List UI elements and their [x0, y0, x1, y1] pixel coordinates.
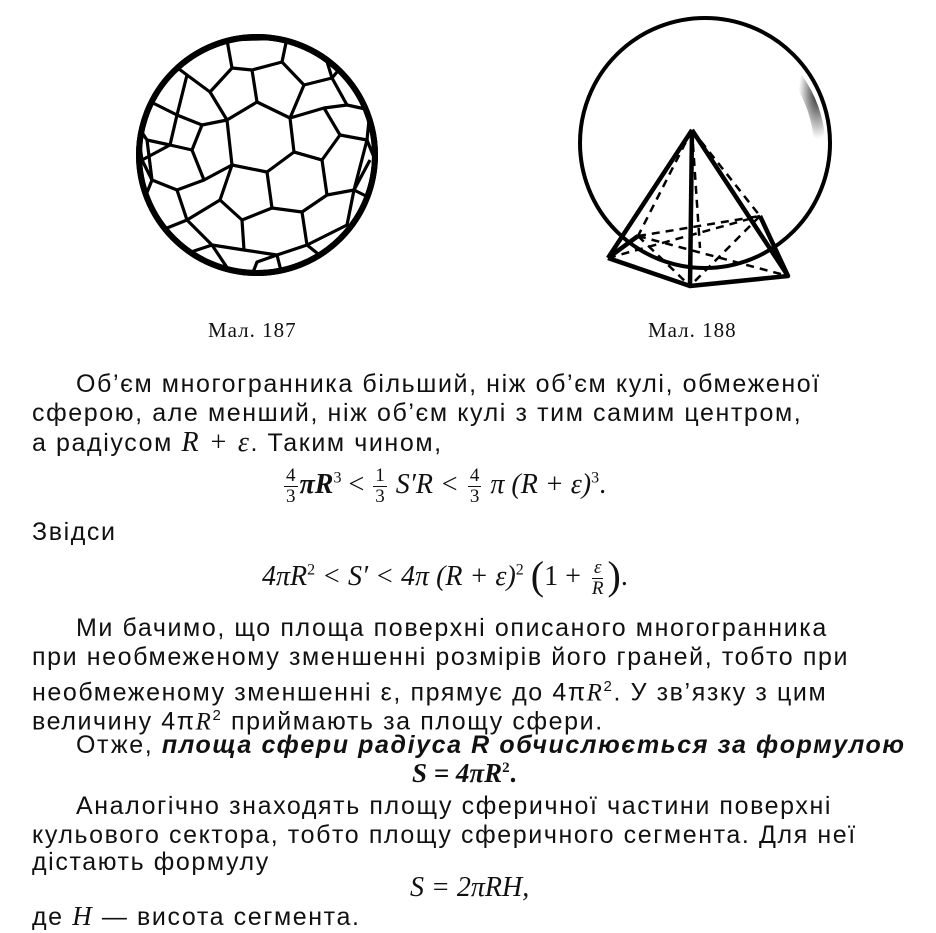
paragraph-3-line-1: Отже, площа сфери радіуса R обчислюється за формулою: [76, 731, 906, 759]
paragraph-4-line-3: дістають формулу: [32, 848, 270, 876]
paragraph-2-line-2: при необмеженому зменшенні розмірів його граней, тобто при: [32, 643, 850, 671]
paragraph-2-line-4: величину $4\pi R^2$ приймають за площу сфери.: [32, 707, 604, 736]
figure-188: [560, 8, 840, 298]
paragraph-1-line-2: сферою, але менший, ніж об’єм кулі з тим самим центром,: [32, 399, 803, 427]
sphere-area-formula: $S = 4\pi R^2$.: [412, 758, 517, 788]
formula-volume-inequality: $\frac{4}{3}$ $\pi R^3$ < $\frac{1}{3}$ S′R < $\frac{4}{3}$ π $(R + \varepsilon)^3$.: [286, 465, 607, 507]
formula-area-inequality: $4\pi R^2 < S' < 4\pi$ $(R + \varepsilon)^2$ (1 + $\frac{\varepsilon}{R}$ ).: [262, 553, 628, 600]
paragraph-4-line-2: кульового сектора, тобто площу сферичного сегмента. Для неї: [32, 821, 857, 849]
paragraph-1-line-1: Об’єм многогранника більший, ніж об’єм кулі, обмеженої: [76, 370, 821, 398]
figure-187-caption: Мал. 187: [208, 318, 297, 342]
segment-area-formula: S = 2πRH,: [410, 872, 530, 903]
zvidsy-label: Звідси: [32, 518, 117, 546]
figure-188-caption: Мал. 188: [648, 318, 737, 342]
figure-187: [132, 30, 382, 280]
last-line: де H — висота сегмента.: [32, 901, 361, 931]
paragraph-2-line-1: Ми бачимо, що площа поверхні описаного многогранника: [76, 614, 828, 642]
paragraph-1-line-3: а радіусом R + ε. Таким чином,: [32, 427, 443, 458]
paragraph-4-line-1: Аналогічно знаходять площу сферичної частини поверхні: [76, 792, 833, 820]
paragraph-2-line-3: необмеженому зменшенні ε, прямує до $4\pi R^2$. У зв’язку з цим: [32, 678, 828, 707]
